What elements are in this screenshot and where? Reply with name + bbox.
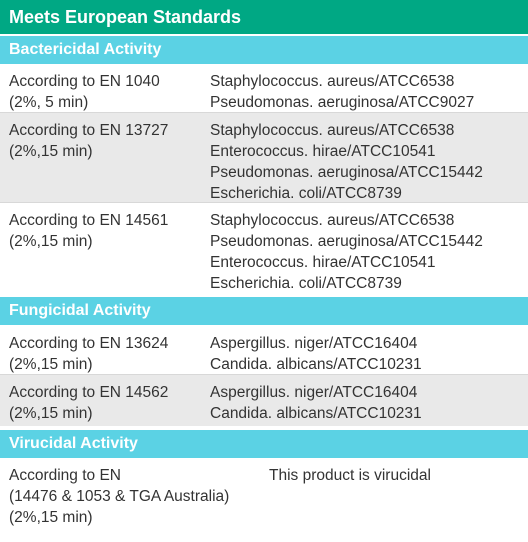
standard-cell: According to EN 14562 (2%,15 min) [9, 384, 169, 422]
table-row [0, 64, 528, 111]
organisms-cell: This product is virucidal [269, 467, 431, 484]
section-header-virucidal: Virucidal Activity [0, 430, 528, 458]
table-row [0, 326, 528, 374]
section-header-fungicidal: Fungicidal Activity [0, 297, 528, 325]
standard-cell: According to EN 13624 (2%,15 min) [9, 335, 169, 373]
organisms-cell: Staphylococcus. aureus/ATCC6538 Enterococcus. hirae/ATCC10541 Pseudomonas. aeruginosa/ATCC15442 Escherichia. coli/ATCC8739 [210, 122, 483, 202]
organisms-cell: Aspergillus. niger/ATCC16404 Candida. albicans/ATCC10231 [210, 335, 422, 373]
standard-cell: According to EN (14476 & 1053 & TGA Australia) (2%,15 min) [9, 467, 230, 526]
organisms-cell: Staphylococcus. aureus/ATCC6538 Pseudomonas. aeruginosa/ATCC15442 Enterococcus. hirae/ATCC10541 Escherichia. coli/ATCC8739 [210, 212, 483, 292]
standard-cell: According to EN 13727 (2%,15 min) [9, 122, 169, 160]
organisms-cell: Aspergillus. niger/ATCC16404 Candida. albicans/ATCC10231 [210, 384, 422, 422]
standard-cell: According to EN 14561 (2%,15 min) [9, 212, 169, 250]
table-title: Meets European Standards [0, 0, 528, 34]
organisms-cell: Staphylococcus. aureus/ATCC6538 Pseudomonas. aeruginosa/ATCC9027 [210, 73, 475, 111]
table-row [0, 458, 528, 536]
section-header-bactericidal: Bactericidal Activity [0, 36, 528, 64]
table-row [0, 375, 528, 426]
table-row [0, 203, 528, 293]
standard-cell: According to EN 1040 (2%, 5 min) [9, 73, 160, 111]
table-row [0, 113, 528, 202]
